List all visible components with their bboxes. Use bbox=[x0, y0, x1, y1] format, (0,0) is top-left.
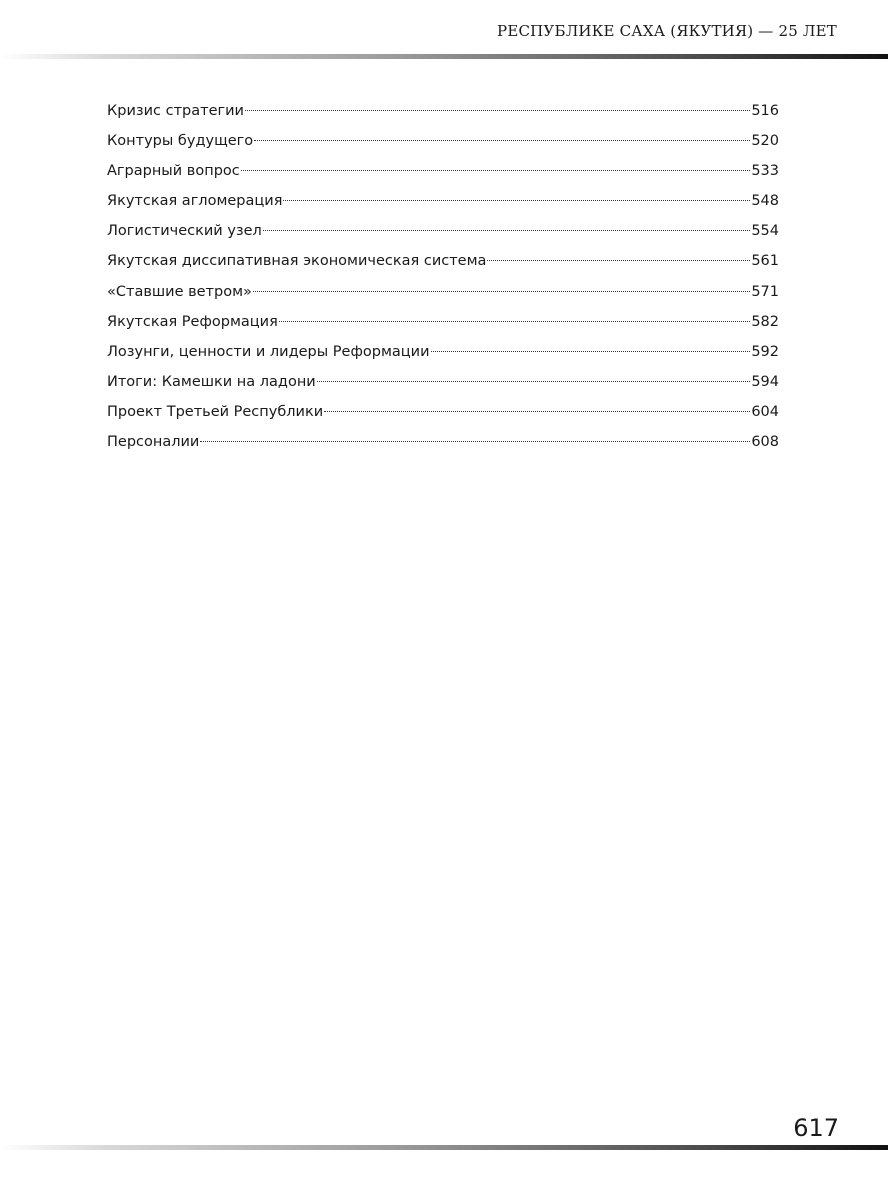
toc-entry bbox=[107, 402, 779, 432]
toc-entry-title: Лозунги, ценности и лидеры Реформации bbox=[107, 343, 430, 360]
toc-entry-page: 520 bbox=[751, 133, 779, 150]
toc-entry-title: Итоги: Камешки на ладони bbox=[107, 373, 316, 390]
toc-entry-title: Проект Третьей Республики bbox=[107, 403, 324, 420]
dot-leader bbox=[283, 200, 750, 201]
toc-entry-page: 571 bbox=[751, 283, 779, 300]
running-header: РЕСПУБЛИКЕ САХА (ЯКУТИЯ) — 25 ЛЕТ bbox=[497, 22, 837, 40]
toc-entry-page: 533 bbox=[751, 163, 779, 180]
toc-entry bbox=[107, 372, 779, 402]
page-number: 617 bbox=[793, 1114, 839, 1142]
dot-leader bbox=[245, 110, 750, 111]
dot-leader bbox=[487, 260, 750, 261]
toc-entry-title: Персоналии bbox=[107, 434, 200, 451]
dot-leader bbox=[431, 351, 751, 352]
toc-entry-title: Кризис стратегии bbox=[107, 103, 244, 119]
dot-leader bbox=[254, 140, 750, 141]
toc-entry-title: Якутская диссипативная экономическая система bbox=[107, 253, 487, 270]
toc-entry bbox=[107, 131, 779, 161]
toc-entry-page: 594 bbox=[751, 373, 779, 390]
toc-entry-title: Аграрный вопрос bbox=[107, 163, 240, 180]
toc-entry bbox=[107, 342, 779, 372]
dot-leader bbox=[200, 441, 750, 442]
toc-entry bbox=[107, 101, 779, 131]
toc-entry-title: Якутская агломерация bbox=[107, 193, 283, 210]
dot-leader bbox=[317, 381, 751, 382]
toc-entry-page: 604 bbox=[751, 403, 779, 420]
dot-leader bbox=[241, 170, 751, 171]
header-rule bbox=[0, 54, 888, 59]
toc-entry-title: «Ставшие ветром» bbox=[107, 283, 252, 300]
footer-rule bbox=[0, 1145, 888, 1150]
toc-entry bbox=[107, 432, 779, 462]
toc-entry-page: 592 bbox=[751, 343, 779, 360]
toc-entry bbox=[107, 251, 779, 281]
toc-entry-title: Якутская Реформация bbox=[107, 313, 278, 330]
dot-leader bbox=[253, 291, 750, 292]
dot-leader bbox=[263, 230, 750, 231]
toc-entry bbox=[107, 191, 779, 221]
toc-entry bbox=[107, 161, 779, 191]
toc-entry-title: Контуры будущего bbox=[107, 133, 254, 150]
toc-entry bbox=[107, 312, 779, 342]
toc-entry-title: Логистический узел bbox=[107, 223, 262, 240]
toc-entry-page: 582 bbox=[751, 313, 779, 330]
toc-entry bbox=[107, 282, 779, 312]
toc-entry-page: 548 bbox=[751, 193, 779, 210]
toc-entry-page: 561 bbox=[751, 253, 779, 270]
dot-leader bbox=[279, 321, 751, 322]
toc-entry-page: 608 bbox=[751, 434, 779, 451]
toc-entry-page: 516 bbox=[751, 103, 779, 119]
dot-leader bbox=[324, 411, 750, 412]
table-of-contents bbox=[107, 101, 779, 462]
toc-entry-page: 554 bbox=[751, 223, 779, 240]
toc-entry bbox=[107, 221, 779, 251]
